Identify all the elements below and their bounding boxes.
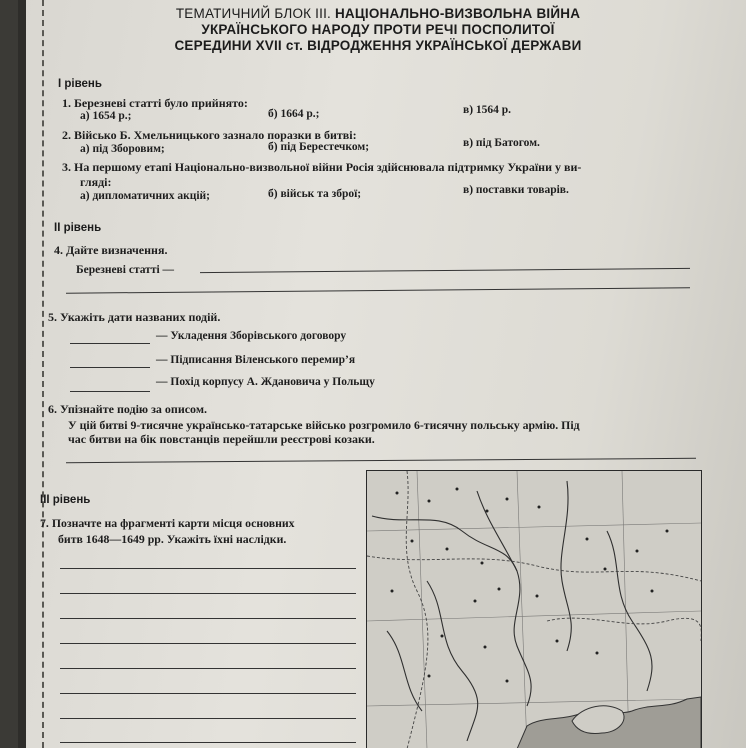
q6-description-line-2: час битви на бік повстанців перейшли реєстрові козаки. [68, 432, 375, 446]
q3-option-b[interactable]: б) військ та зброї; [268, 188, 362, 200]
question-1 [62, 96, 248, 110]
margin-line [42, 0, 46, 748]
q3-text: На першому етапі Національно-визвольної війни Росія здійснювала підтримку України у ви- [74, 160, 582, 174]
question-2 [62, 128, 357, 142]
q2-option-b[interactable]: б) під Берестечком; [268, 141, 370, 153]
q4-number: 4. [54, 243, 63, 257]
q7-number: 7. [40, 516, 49, 530]
map-drawing [367, 471, 701, 748]
q7-answer-line-5[interactable] [60, 668, 356, 669]
q3-option-c[interactable]: в) поставки товарів. [463, 184, 569, 196]
q6-number: 6. [48, 402, 57, 416]
notebook-binding [18, 0, 26, 748]
question-5 [48, 310, 220, 324]
q5-date-line-2[interactable] [70, 367, 150, 368]
q6-text: Упізнайте подію за описом. [60, 402, 208, 416]
title-lead: ТЕМАТИЧНИЙ БЛОК ІІІ. [175, 6, 331, 21]
title-line-2: УКРАЇНСЬКОГО НАРОДУ ПРОТИ РЕЧІ ПОСПОЛИТОЇ [201, 22, 555, 37]
q1-option-c[interactable]: в) 1564 р. [463, 104, 512, 116]
question-7 [40, 516, 295, 530]
q7-answer-line-6[interactable] [60, 693, 356, 694]
q7-answer-line-7[interactable] [60, 718, 356, 719]
level-3-heading: ІІІ рівень [40, 494, 91, 506]
page-title [108, 6, 648, 54]
question-4 [54, 243, 167, 257]
q5-text: Укажіть дати названих подій. [60, 310, 221, 324]
title-line-3: СЕРЕДИНИ XVII ст. ВІДРОДЖЕННЯ УКРАЇНСЬКОЇ ДЕРЖАВИ [174, 38, 582, 53]
q3-option-a[interactable]: а) дипломатичних акцій; [80, 190, 211, 202]
q6-answer-line[interactable] [66, 458, 696, 463]
q4-term: Березневі статті — [76, 264, 175, 276]
title-line-1: НАЦІОНАЛЬНО-ВИЗВОЛЬНА ВІЙНА [334, 6, 581, 21]
q2-text: Військо Б. Хмельницького зазнало поразки в битві: [74, 128, 357, 142]
map-rivers [372, 481, 652, 741]
level-2-heading: ІІ рівень [54, 222, 102, 234]
q5-number: 5. [48, 310, 57, 324]
q7-answer-line-3[interactable] [60, 618, 356, 619]
q5-date-line-3[interactable] [70, 391, 150, 392]
q1-number: 1. [62, 96, 71, 110]
q5-date-line-1[interactable] [70, 343, 150, 344]
q4-answer-line-1[interactable] [200, 268, 690, 273]
q6-description-line-1: У цій битві 9-тисячне українсько-татарське військо розгромило 6-тисячну польську армію. Під [68, 418, 580, 432]
worksheet-page [18, 0, 746, 748]
q4-text: Дайте визначення. [66, 243, 168, 257]
q2-option-c[interactable]: в) під Батогом. [463, 137, 540, 149]
map-fragment[interactable] [366, 470, 702, 748]
q5-event-1: — Укладення Зборівського договору [156, 330, 347, 342]
level-1-heading: І рівень [58, 78, 102, 90]
q4-answer-line-2[interactable] [66, 287, 690, 293]
q2-option-a[interactable]: а) під Зборовим; [80, 143, 165, 155]
q1-text: Березневі статті було прийнято: [74, 96, 248, 110]
q7-text-line-1: Позначте на фрагменті карти місця основних [51, 516, 295, 530]
q2-number: 2. [62, 128, 71, 142]
q7-answer-line-8[interactable] [60, 742, 356, 743]
q7-answer-line-1[interactable] [60, 568, 356, 569]
q5-event-2: — Підписання Віленського перемир’я [156, 354, 356, 366]
question-3 [62, 160, 702, 174]
peninsula [572, 706, 624, 734]
q5-event-3: — Похід корпусу А. Ждановича у Польщу [156, 376, 375, 388]
question-6 [48, 402, 207, 416]
q3-number: 3. [62, 160, 71, 174]
q7-text-line-2: битв 1648—1649 рр. Укажіть їхні наслідки. [58, 532, 287, 546]
q7-answer-line-2[interactable] [60, 593, 356, 594]
q3-text-continued: гляді: [80, 175, 112, 189]
q1-option-a[interactable]: а) 1654 р.; [80, 110, 132, 122]
q1-option-b[interactable]: б) 1664 р.; [268, 108, 320, 120]
q7-answer-line-4[interactable] [60, 643, 356, 644]
